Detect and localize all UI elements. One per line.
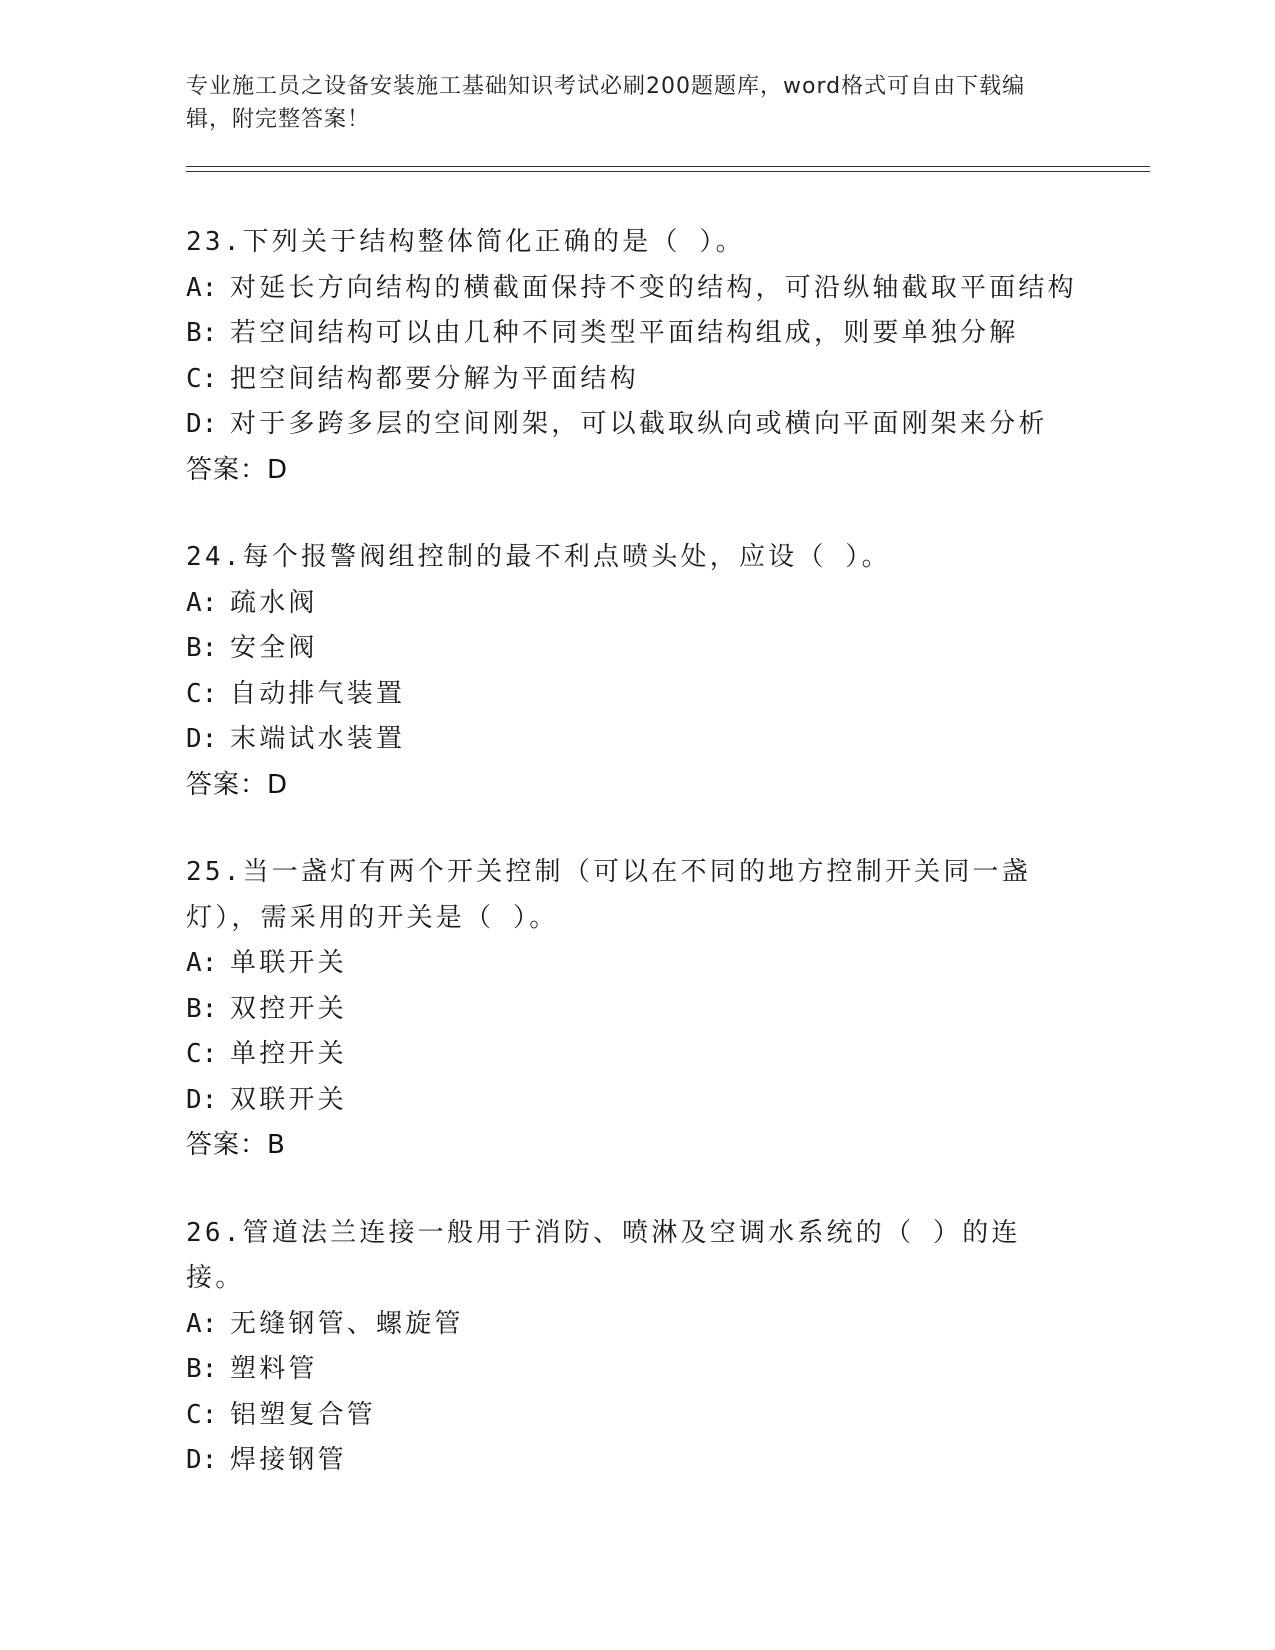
option-d — [186, 1078, 1146, 1124]
option-key: B: — [186, 1354, 218, 1384]
option-key: A: — [186, 1308, 218, 1339]
option-b — [186, 987, 1146, 1033]
answer-line: 答案：D — [186, 769, 289, 800]
option-key: C: — [186, 363, 218, 394]
option-d — [186, 402, 1146, 448]
option-key: A: — [186, 587, 218, 618]
option-text: 若空间结构可以由几种不同类型平面结构组成，则要单独分解 — [230, 318, 1019, 348]
option-key: B: — [186, 318, 218, 348]
option-key: D: — [186, 1445, 218, 1475]
option-key: C: — [186, 1399, 218, 1430]
option-c — [186, 1393, 1146, 1439]
question-23 — [186, 220, 1146, 493]
option-key: D: — [186, 1084, 218, 1115]
option-c — [186, 1032, 1146, 1078]
option-key: B: — [186, 993, 218, 1024]
option-text: 对于多跨多层的空间刚架，可以截取纵向或横向平面刚架来分析 — [230, 409, 1048, 439]
option-d — [186, 1438, 1146, 1484]
option-text: 铝塑复合管 — [230, 1399, 377, 1430]
option-d — [186, 717, 1146, 763]
answer-line: 答案：B — [186, 1130, 286, 1160]
option-a — [186, 941, 1146, 987]
question-26 — [186, 1211, 1146, 1484]
option-a — [186, 1302, 1146, 1348]
option-c — [186, 357, 1146, 403]
question-24 — [186, 535, 1146, 808]
option-b — [186, 311, 1146, 357]
option-text: 安全阀 — [230, 633, 318, 663]
option-text: 末端试水装置 — [230, 724, 406, 754]
option-key: D: — [186, 409, 218, 439]
option-text: 自动排气装置 — [230, 678, 406, 709]
option-text: 塑料管 — [230, 1354, 318, 1384]
option-text: 双联开关 — [230, 1084, 347, 1115]
option-text: 无缝钢管、螺旋管 — [230, 1308, 464, 1339]
option-a — [186, 266, 1146, 312]
option-text: 单联开关 — [230, 948, 347, 978]
option-text: 焊接钢管 — [230, 1445, 347, 1475]
option-key: D: — [186, 724, 218, 754]
answer-line: 答案：D — [186, 454, 289, 485]
question-list — [186, 220, 1146, 1484]
question-stem: 24.每个报警阀组控制的最不利点喷头处，应设（ ）。 — [186, 542, 891, 572]
option-b — [186, 626, 1146, 672]
option-key: C: — [186, 678, 218, 709]
question-25 — [186, 850, 1146, 1169]
option-c — [186, 672, 1146, 718]
document-page — [186, 70, 1146, 1526]
option-b — [186, 1347, 1146, 1393]
option-key: A: — [186, 272, 218, 303]
option-key: C: — [186, 1039, 218, 1069]
question-stem: 23.下列关于结构整体简化正确的是（ ）。 — [186, 227, 745, 257]
option-text: 疏水阀 — [230, 587, 318, 618]
question-stem: 26.管道法兰连接一般用于消防、喷淋及空调水系统的（ ）的连接。 — [186, 1217, 1021, 1293]
option-a — [186, 581, 1146, 627]
option-key: B: — [186, 633, 218, 663]
option-text: 双控开关 — [230, 993, 347, 1024]
option-key: A: — [186, 948, 218, 978]
document-header-title: 专业施工员之设备安装施工基础知识考试必刷200题题库，word格式可自由下载编辑，附完整答案！ — [186, 74, 1026, 132]
option-text: 把空间结构都要分解为平面结构 — [230, 363, 639, 394]
header-double-rule — [186, 166, 1150, 172]
option-text: 对延长方向结构的横截面保持不变的结构，可沿纵轴截取平面结构 — [230, 272, 1077, 303]
option-text: 单控开关 — [230, 1039, 347, 1069]
question-stem: 25.当一盏灯有两个开关控制（可以在不同的地方控制开关同一盏灯），需采用的开关是（ ）。 — [186, 857, 1031, 933]
